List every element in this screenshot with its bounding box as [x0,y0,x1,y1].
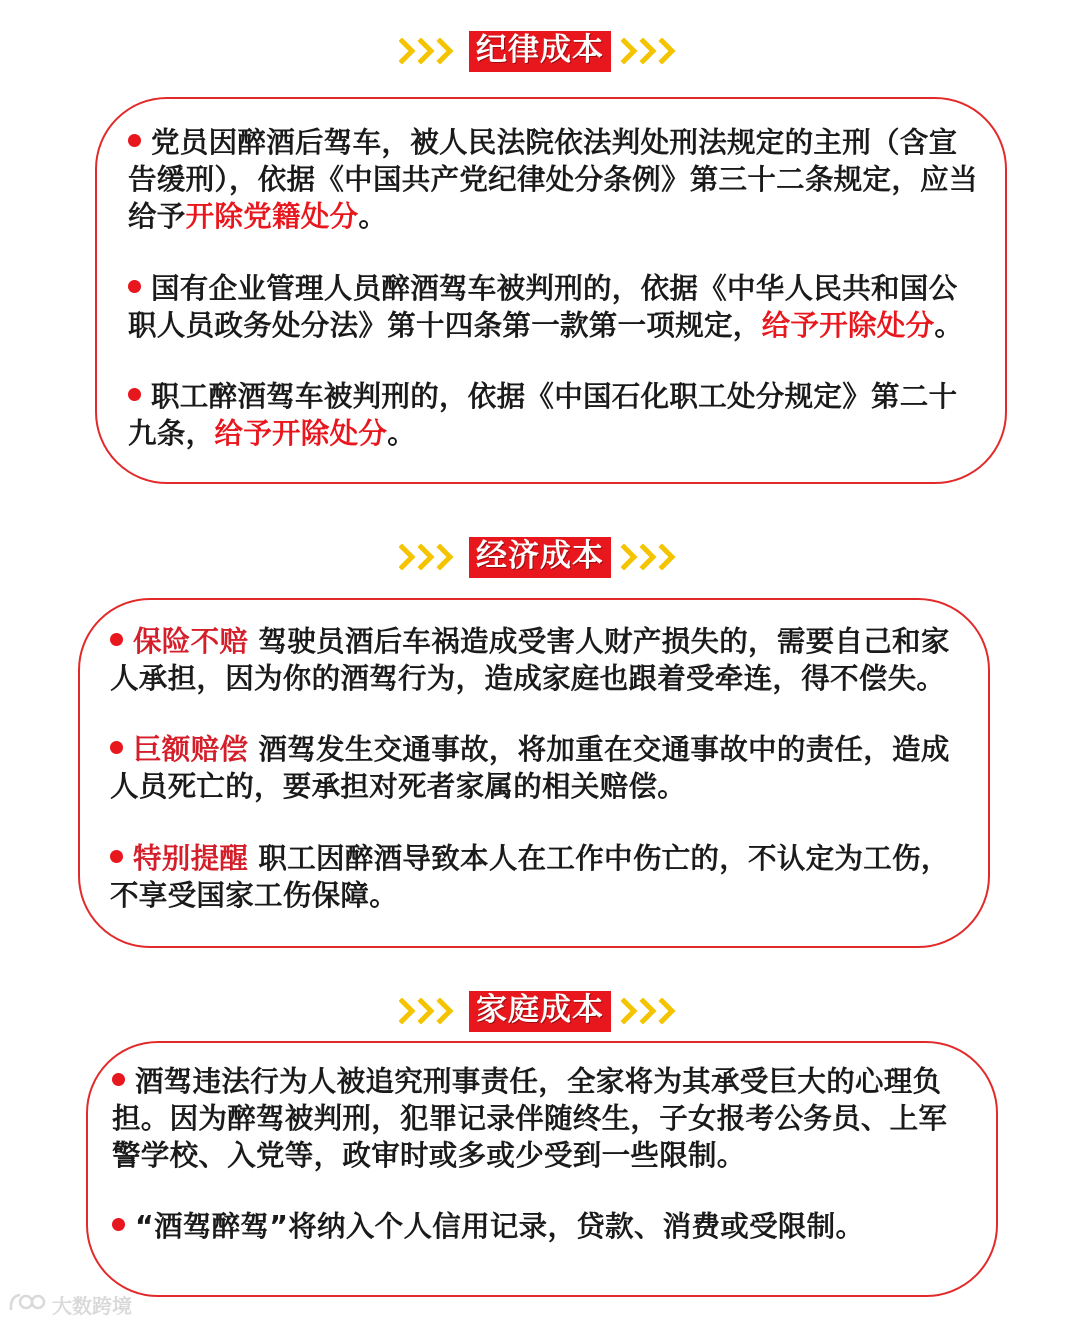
penalty-highlight: 开除党籍处分 [185,200,359,233]
penalty-highlight: 给予开除处分 [214,417,388,450]
list-item [112,1063,974,1174]
section-title: 家庭成本 [469,991,611,1032]
keyword-label: 巨额赔偿 [133,733,249,766]
chevrons-right-icon [621,998,681,1024]
item-text: 职工因醉酒导致本人在工作中伤亡的，不认定为工伤，不享受国家工伤保障。 [110,842,950,912]
keyword-label: 特别提醒 [133,842,249,875]
item-text: 酒驾发生交通事故，将加重在交通事故中的责任，造成人员死亡的，要承担对死者家属的相关赔偿。 [110,733,950,803]
item-text: 国有企业管理人员醉酒驾车被判刑的，依据《中华人民共和国公职人员政务处分法》第十四条第一款第一项规定， [128,272,958,342]
chevrons-right-icon [621,38,681,64]
chevrons-right-icon [399,998,459,1024]
section-header-economic [0,534,1080,580]
item-text: 职工醉酒驾车被判刑的，依据《中国石化职工处分规定》第二十九条， [128,380,958,450]
chevrons-right-icon [399,38,459,64]
item-text: 。 [934,309,964,342]
bullet-icon [128,134,141,147]
watermark-text: 大数跨境 [52,1294,132,1318]
bullet-icon [110,633,123,646]
chevrons-right-icon [621,544,681,570]
section-header-family [0,988,1080,1034]
item-text: 酒驾违法行为人被追究刑事责任，全家将为其承受巨大的心理负担。因为醉驾被判刑，犯罪记录伴随终生，子女报考公务员、上军警学校、入党等，政审时或多或少受到一些限制。 [112,1065,948,1172]
item-text: 。 [358,200,388,233]
item-text: “酒驾醉驾”将纳入个人信用记录，贷款、消费或受限制。 [135,1210,865,1243]
list-item [110,731,970,805]
list-item [110,623,970,697]
section-title: 经济成本 [469,537,611,578]
keyword-label: 保险不赔 [133,625,249,658]
chevrons-right-icon [399,544,459,570]
item-text: 党员因醉酒后驾车，被人民法院依法判处刑法规定的主刑（含宣告缓刑），依据《中国共产党纪律处分条例》第三十二条规定，应当给予 [128,126,978,233]
list-item [128,124,978,235]
list-item [112,1208,974,1245]
bullet-icon [110,741,123,754]
bullet-icon [128,280,141,293]
bullet-icon [112,1073,125,1086]
section-title: 纪律成本 [469,31,611,72]
item-text: 驾驶员酒后车祸造成受害人财产损失的，需要自己和家人承担，因为你的酒驾行为，造成家庭也跟着受牵连，得不偿失。 [110,625,950,695]
brand-logo-icon [8,1290,48,1319]
item-text: 。 [387,417,417,450]
list-item [128,270,978,344]
list-item [128,378,978,452]
bullet-icon [128,388,141,401]
section-header-discipline [0,28,1080,74]
list-item [110,840,970,914]
bullet-icon [112,1218,125,1231]
penalty-highlight: 给予开除处分 [761,309,935,342]
bullet-icon [110,850,123,863]
watermark [8,1290,132,1319]
